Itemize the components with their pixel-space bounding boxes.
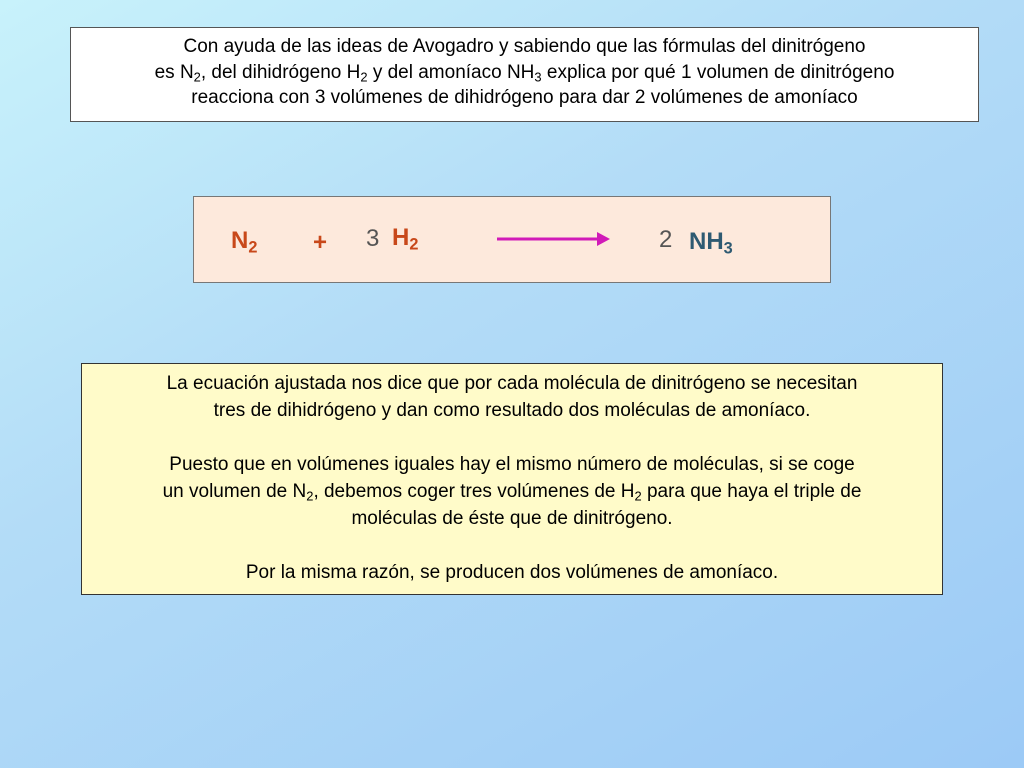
subscript: 3 bbox=[723, 239, 733, 258]
subscript: 2 bbox=[409, 235, 419, 254]
subscript: 2 bbox=[634, 488, 642, 504]
question-text: es N bbox=[154, 61, 194, 83]
question-text: y del amoníaco NH bbox=[367, 61, 535, 83]
reactant-n2 bbox=[231, 227, 258, 257]
reactant-h2 bbox=[392, 224, 419, 254]
explanation-line: moléculas de éste que de dinitrógeno. bbox=[351, 508, 673, 529]
equation-box bbox=[193, 196, 831, 283]
explanation-line: La ecuación ajustada nos dice que por cada molécula de dinitrógeno se necesitan bbox=[166, 373, 858, 394]
formula-symbol: H bbox=[392, 224, 410, 251]
subscript: 2 bbox=[248, 238, 258, 257]
explanation-line: tres de dihidrógeno y dan como resultado dos moléculas de amoníaco. bbox=[213, 400, 811, 421]
coefficient-nh3: 2 bbox=[659, 226, 673, 253]
paragraph-gap bbox=[82, 532, 942, 559]
formula-symbol: NH bbox=[689, 228, 724, 255]
question-box bbox=[70, 27, 979, 122]
coefficient-h2: 3 bbox=[366, 225, 380, 252]
explanation-text: para que haya el triple de bbox=[641, 481, 862, 502]
subscript: 3 bbox=[534, 69, 542, 85]
subscript: 2 bbox=[306, 488, 314, 504]
subscript: 2 bbox=[360, 69, 368, 85]
question-line-3: reacciona con 3 volúmenes de dihidrógeno para dar 2 volúmenes de amoníaco bbox=[191, 87, 858, 108]
formula-symbol: N bbox=[231, 227, 249, 254]
explanation-text: un volumen de N bbox=[162, 481, 307, 502]
question-text: , del dihidrógeno H bbox=[200, 61, 361, 83]
question-line-2 bbox=[71, 60, 978, 86]
plus-sign: + bbox=[313, 229, 328, 256]
explanation-line bbox=[82, 478, 942, 505]
reaction-arrow-icon bbox=[497, 229, 611, 249]
explanation-line: Por la misma razón, se producen dos volúmenes de amoníaco. bbox=[245, 562, 779, 583]
explanation-box bbox=[81, 363, 943, 595]
subscript: 2 bbox=[193, 69, 201, 85]
question-text: explica por qué 1 volumen de dinitrógeno bbox=[541, 61, 895, 83]
paragraph-gap bbox=[82, 424, 942, 451]
explanation-line: Puesto que en volúmenes iguales hay el mismo número de moléculas, si se coge bbox=[169, 454, 855, 475]
question-line-1: Con ayuda de las ideas de Avogadro y sabiendo que las fórmulas del dinitrógeno bbox=[183, 36, 866, 57]
product-nh3 bbox=[689, 228, 733, 258]
explanation-text: , debemos coger tres volúmenes de H bbox=[313, 481, 635, 502]
